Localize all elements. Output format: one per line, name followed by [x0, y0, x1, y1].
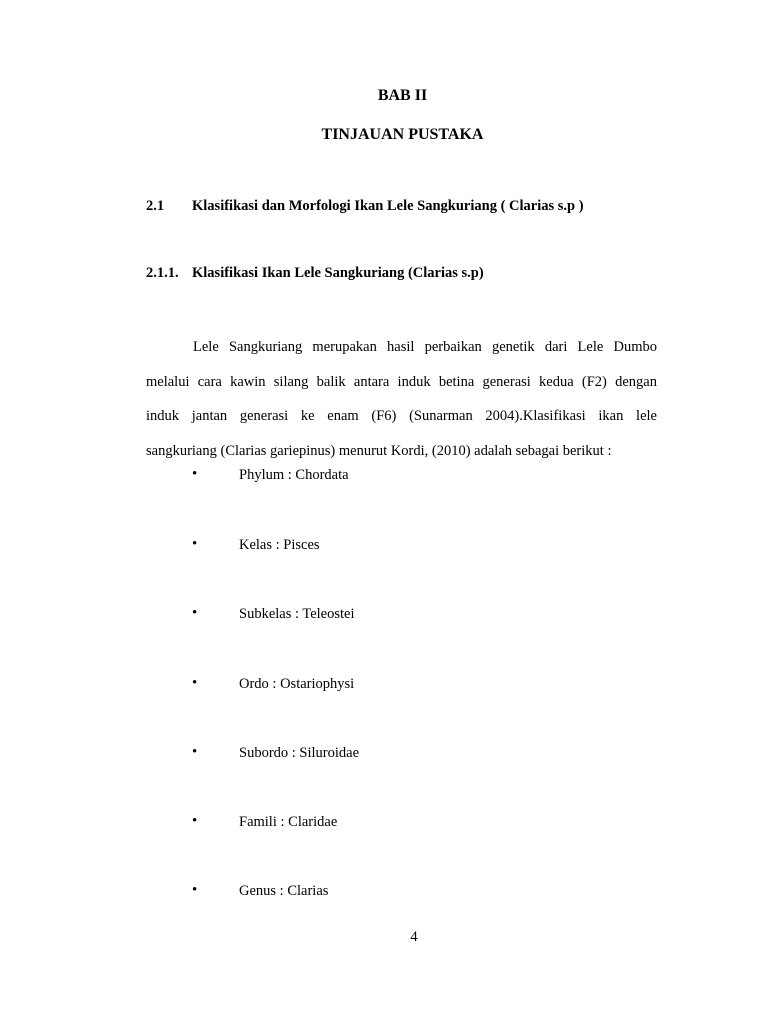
subsection-number: 2.1.1.	[146, 265, 179, 281]
list-item-text: Phylum : Chordata	[239, 467, 349, 483]
paragraph-line: sangkuriang (Clarias gariepinus) menurut Kordi, (2010) adalah sebagai berikut :	[146, 442, 612, 459]
bullet-icon: •	[192, 813, 198, 829]
bullet-icon: •	[192, 605, 198, 621]
list-item-text: Ordo : Ostariophysi	[239, 676, 355, 692]
section-number: 2.1	[146, 198, 165, 214]
body-paragraph	[146, 330, 657, 468]
bullet-icon: •	[192, 536, 198, 552]
bullet-icon: •	[192, 675, 198, 691]
page-number: 4	[410, 929, 418, 945]
bullet-icon: •	[192, 882, 198, 898]
section-heading-2-1	[146, 198, 584, 215]
section-title: Klasifikasi dan Morfologi Ikan Lele Sangkuriang ( Clarias s.p )	[192, 198, 584, 214]
list-item-text: Famili : Claridae	[239, 814, 338, 830]
paragraph-line: melalui cara kawin silang balik antara induk betina generasi kedua (F2) dengan	[146, 373, 657, 390]
list-item-text: Kelas : Pisces	[239, 537, 320, 553]
subsection-heading-2-1-1	[146, 265, 484, 282]
paragraph-line: induk jantan generasi ke enam (F6) (Sunarman 2004).Klasifikasi ikan lele	[146, 408, 657, 424]
list-item-text: Subordo : Siluroidae	[239, 745, 360, 761]
list-item-text: Genus : Clarias	[239, 883, 329, 899]
bullet-icon: •	[192, 744, 198, 760]
paragraph-line: Lele Sangkuriang merupakan hasil perbaikan genetik dari Lele Dumbo	[193, 339, 657, 355]
subsection-title: Klasifikasi Ikan Lele Sangkuriang (Clarias s.p)	[192, 265, 484, 281]
chapter-heading: BAB II	[377, 87, 428, 104]
chapter-title: TINJAUAN PUSTAKA	[321, 126, 484, 143]
list-item-text: Subkelas : Teleostei	[239, 606, 355, 622]
bullet-icon: •	[192, 466, 198, 482]
